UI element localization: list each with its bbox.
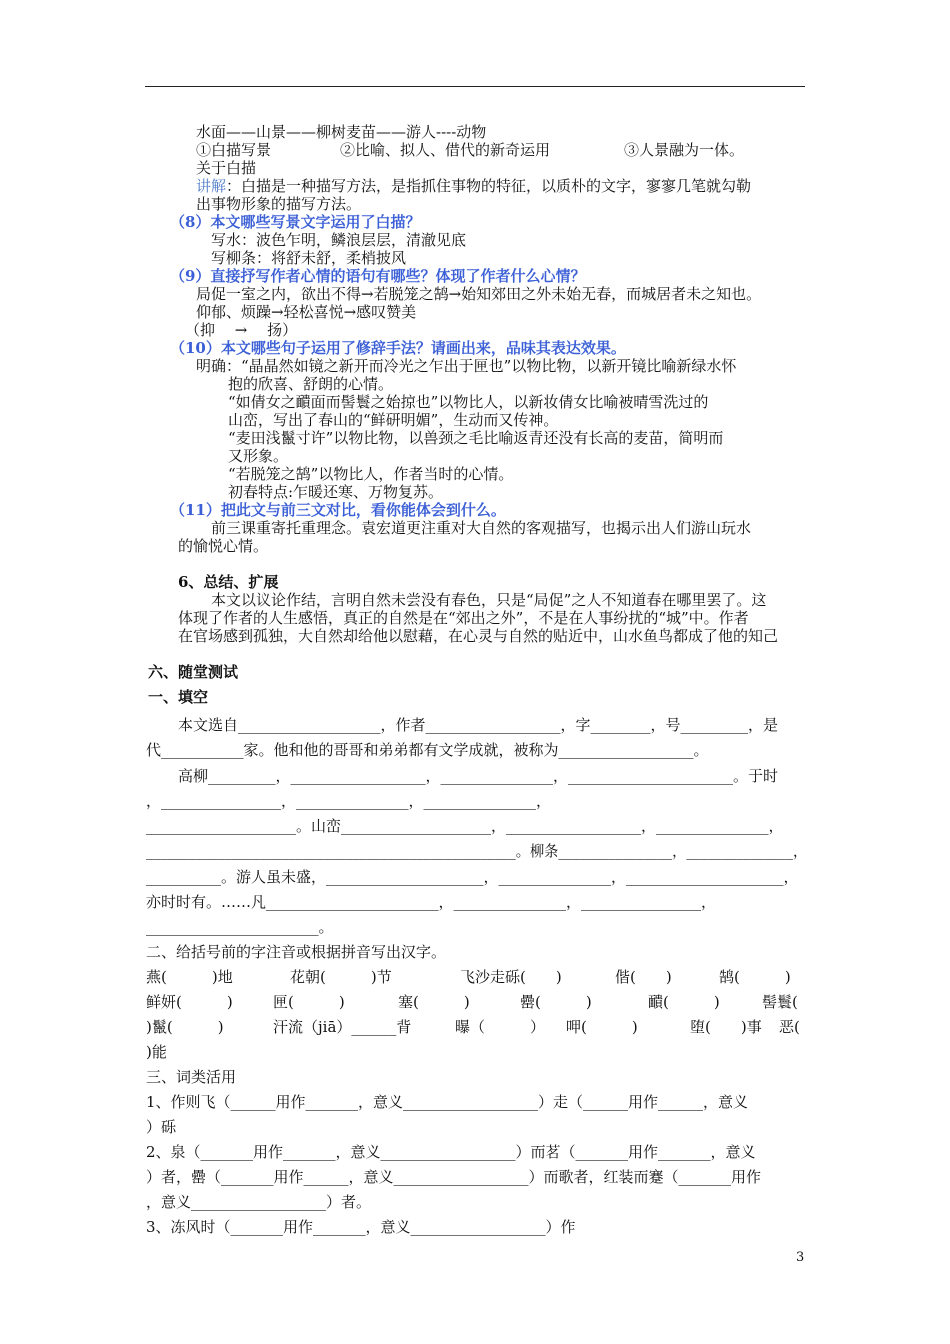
answer-willow: 写柳条：将舒未舒，柔梢披风	[211, 249, 407, 267]
pinyin-row-3-e: 堕( )事	[690, 1018, 762, 1036]
pinyin-row-1-a: 燕( )地	[146, 968, 233, 986]
explain-line-2: 出事物形象的描写方法。	[196, 195, 362, 213]
pinyin-row-2-e: 靧( )	[648, 993, 720, 1011]
summary-line-1: 本文以议论作结，言明自然未尝没有春色，只是“局促”之人不知道春在哪里罢了。这	[211, 591, 767, 609]
pinyin-row-4: )能	[146, 1043, 167, 1061]
pinyin-row-2-f: 髻鬟(	[762, 993, 798, 1011]
pinyin-row-3-a: )鬣( )	[146, 1018, 224, 1036]
answer-10-line-8: 初春特点:乍暖还寒、万物复苏。	[228, 483, 444, 501]
pinyin-title: 二、给括号前的字注音或根据拼音写出汉字。	[146, 943, 447, 961]
section-6-title: 6、总结、扩展	[178, 573, 279, 591]
question-10: （10）本文哪些句子运用了修辞手法？请画出来，品味其表达效果。	[170, 339, 626, 357]
fill-line-6: ____________________________________________________。柳条________________，_______________，	[146, 842, 808, 860]
answer-10-line-5: “麦田浅鬣寸许”以物比物，以兽颈之毛比喻返青还没有长高的麦苗，简明而	[228, 429, 724, 447]
pinyin-row-2-c: 塞( )	[398, 993, 470, 1011]
word-usage-title: 三、词类活用	[146, 1068, 237, 1086]
pinyin-row-1-d: 偕( )	[615, 968, 672, 986]
answer-10-line-6: 又形象。	[228, 447, 289, 465]
question-8: （8）本文哪些写景文字运用了白描？	[170, 213, 421, 231]
pinyin-row-3-c: 曝（ ）	[455, 1018, 546, 1036]
answer-10-line-7: “若脱笼之鹄”以物比人，作者当时的心情。	[228, 465, 514, 483]
question-11: （11）把此文与前三文对比，看你能体会到什么。	[170, 501, 506, 519]
summary-line-2: 体现了作者的人生感悟，真正的自然是在“郊出之外”，不是在人事纷扰的“城”中。作者	[178, 609, 749, 627]
fill-line-9: _______________________。	[146, 918, 334, 936]
answer-9-line-1: 局促一室之内，欲出不得→若脱笼之鹄→始知郊田之外未始无春，而城居者未之知也。	[196, 285, 762, 303]
explain-label: 讲解	[196, 177, 227, 195]
answer-10-line-3: “如倩女之靧面而髻鬟之始掠也”以物比人，以新妆倩女比喻被晴雪洗过的	[228, 393, 709, 411]
fill-line-4: ，________________，_______________，_______________，	[146, 792, 552, 810]
pinyin-row-1-c: 飞沙走砾( )	[460, 968, 562, 986]
pinyin-row-1-b: 花朝( )节	[290, 968, 392, 986]
answer-10-line-2: 抱的欣喜、舒朗的心情。	[228, 375, 394, 393]
summary-line-3: 在官场感到孤独，大自然却给他以慰藉，在心灵与自然的贴近中，山水鱼鸟都成了他的知己	[178, 627, 779, 645]
explain-line	[196, 177, 751, 195]
fill-line-1: 本文选自___________________，作者__________________，字________，号_________，是	[178, 716, 779, 734]
pinyin-row-2-d: 罍( )	[520, 993, 592, 1011]
word-usage-1b: ）砾	[146, 1118, 177, 1136]
word-usage-2: 2、泉（_______用作_______，意义__________________）而茗（_______用作_______，意义	[146, 1143, 756, 1161]
header-rule	[145, 86, 805, 87]
feature-1: ①白描写景	[196, 141, 272, 159]
pinyin-row-3-f: 恶(	[779, 1018, 800, 1036]
pinyin-row-2-a: 鲜妍( )	[146, 993, 233, 1011]
answer-10-line-1: 明确：“晶晶然如镜之新开而冷光之乍出于匣也”以物比物，以新开镜比喻新绿水怀	[196, 357, 737, 375]
feature-2: ②比喻、拟人、借代的新奇运用	[340, 141, 551, 159]
structure-line: 水面——山景——柳树麦苗——游人----动物	[196, 123, 487, 141]
pinyin-row-1-e: 鹄( )	[719, 968, 791, 986]
word-usage-1: 1、作则飞（______用作_______，意义__________________）走（______用作______，意义	[146, 1093, 749, 1111]
question-9: （9）直接抒写作者心情的语句有哪些？体现了作者什么心情？	[170, 267, 586, 285]
page-number: 3	[796, 1250, 805, 1265]
fill-line-7: __________。游人虽未盛，_____________________，_______________，_____________________，	[146, 868, 799, 886]
fill-line-5: ____________________。山峦____________________，__________________，_______________，	[146, 817, 784, 835]
word-usage-2b: ）者，罍（_______用作______，意义__________________）而歌者，红装而蹇（_______用作	[146, 1168, 762, 1186]
fill-line-3: 高柳_________，__________________，_______________，______________________。于时	[178, 767, 779, 785]
section-test-title: 六、随堂测试	[148, 663, 239, 681]
pinyin-row-3-b: 汗流（jiā）______背	[273, 1018, 412, 1036]
word-usage-3: 3、冻风时（_______用作_______，意义__________________）作	[146, 1218, 576, 1236]
pinyin-row-2-b: 匣( )	[273, 993, 345, 1011]
answer-10-line-4: 山峦，写出了春山的“鲜研明媚”，生动而又传神。	[228, 411, 559, 429]
about-baimiao: 关于白描	[196, 159, 257, 177]
fill-line-2: 代___________家。他和他的哥哥和弟弟都有文学成就，被称为__________________。	[146, 741, 709, 759]
answer-11-line-2: 的愉悦心情。	[178, 537, 269, 555]
feature-3: ③人景融为一体。	[624, 141, 745, 159]
fill-line-8: 亦时时有。……凡_______________________，_______________，________________，	[146, 893, 717, 911]
word-usage-2c: ，意义__________________）者。	[146, 1193, 372, 1211]
explain-text: ：白描是一种描写方法，是指抓住事物的特征，以质朴的文字，寥寥几笔就勾勒	[226, 177, 752, 195]
answer-9-line-2: 仰郁、烦躁→轻松喜悦→感叹赞美	[196, 303, 417, 321]
answer-9-line-3: （抑 → 扬）	[185, 321, 298, 339]
pinyin-row-3-d: 呷( )	[566, 1018, 638, 1036]
answer-water: 写水：波色乍明，鳞浪层层，清澈见底	[211, 231, 467, 249]
answer-11-line-1: 前三课重寄托重理念。袁宏道更注重对大自然的客观描写，也揭示出人们游山玩水	[211, 519, 752, 537]
fill-title: 一、填空	[148, 688, 209, 706]
